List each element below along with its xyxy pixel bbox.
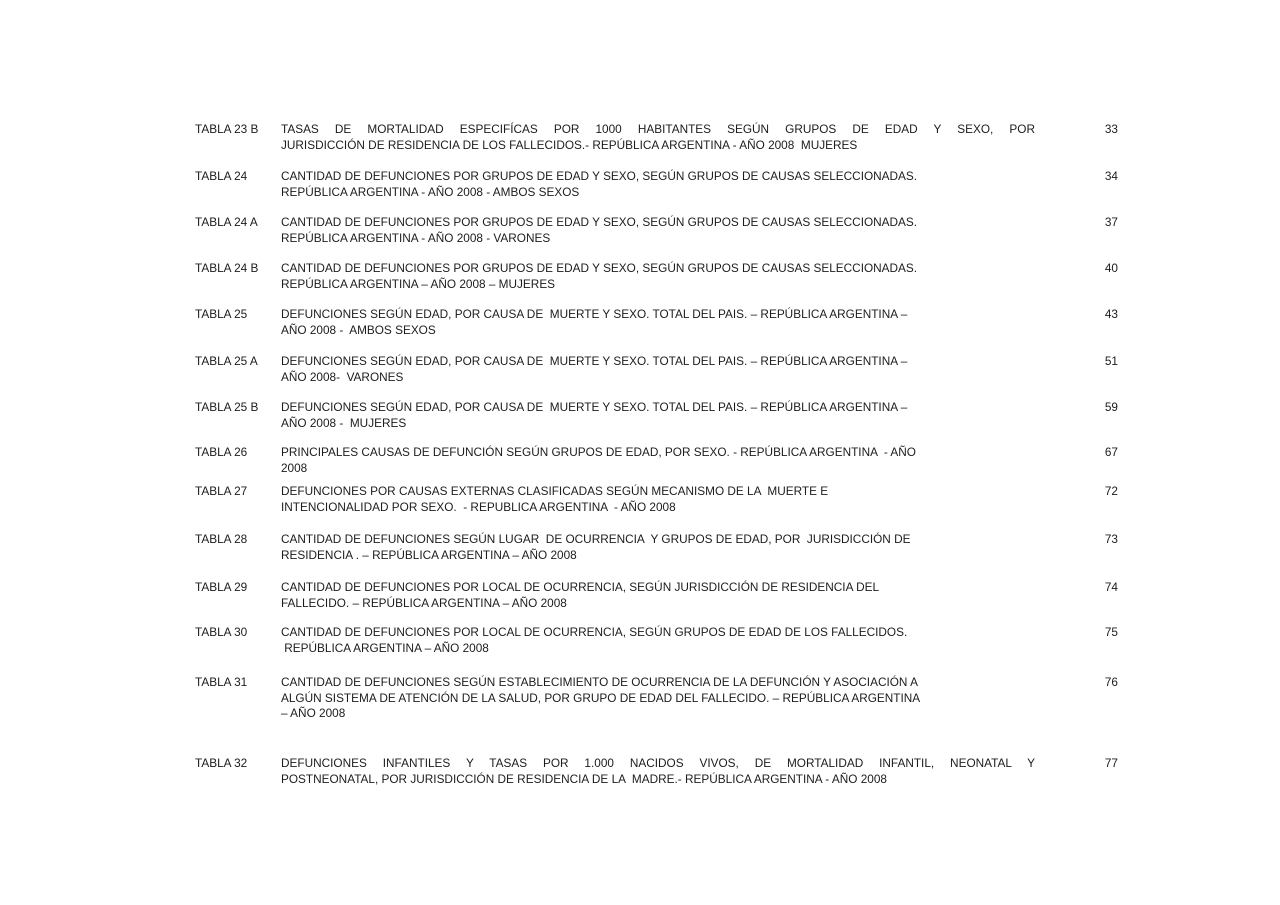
toc-entry-title (281, 122, 1035, 153)
toc-entry-page-number: 73 (1104, 532, 1118, 546)
toc-entry-line: REPÚBLICA ARGENTINA – AÑO 2008 (281, 640, 489, 655)
toc-entry-line: AÑO 2008- VARONES (281, 369, 404, 384)
toc-entry-label: TABLA 31 (195, 675, 248, 689)
toc-entry-page-number: 75 (1104, 625, 1118, 639)
toc-entry-line: – AÑO 2008 (281, 706, 346, 720)
toc-entry-line: REPÚBLICA ARGENTINA - AÑO 2008 - VARONES (281, 230, 551, 245)
toc-entry-line: DEFUNCIONES SEGÚN EDAD, POR CAUSA DE MUERTE Y SEXO. TOTAL DEL PAIS. – REPÚBLICA ARGENTINA – (281, 354, 908, 368)
toc-entry-label: TABLA 32 (195, 756, 248, 770)
toc-entry-label: TABLA 24 A (195, 215, 258, 229)
toc-entry-label: TABLA 24 B (195, 261, 259, 275)
toc-entry-title (281, 625, 1035, 656)
toc-entry-label: TABLA 26 (195, 445, 248, 459)
toc-entry-line: ALGÚN SISTEMA DE ATENCIÓN DE LA SALUD, POR GRUPO DE EDAD DEL FALLECIDO. – REPÚBLICA ARGENTINA (281, 690, 921, 705)
toc-entry-label: TABLA 25 A (195, 354, 258, 368)
toc-entry-title (281, 445, 1035, 476)
toc-entry-title (281, 532, 1035, 563)
toc-entry-title (281, 307, 1035, 338)
toc-entry-line: 2008 (281, 460, 308, 475)
toc-entry-line: CANTIDAD DE DEFUNCIONES POR GRUPOS DE EDAD Y SEXO, SEGÚN GRUPOS DE CAUSAS SELECCIONADAS. (281, 215, 918, 229)
toc-entry-line: DEFUNCIONES SEGÚN EDAD, POR CAUSA DE MUERTE Y SEXO. TOTAL DEL PAIS. – REPÚBLICA ARGENTINA – (281, 400, 908, 414)
toc-entry-title (281, 261, 1035, 292)
toc-entry-line: CANTIDAD DE DEFUNCIONES POR GRUPOS DE EDAD Y SEXO, SEGÚN GRUPOS DE CAUSAS SELECCIONADAS. (281, 169, 918, 183)
toc-entry-line: DEFUNCIONES INFANTILES Y TASAS POR 1.000 NACIDOS VIVOS, DE MORTALIDAD INFANTIL, NEONATAL Y (281, 756, 1035, 770)
toc-entry-line: DEFUNCIONES POR CAUSAS EXTERNAS CLASIFICADAS SEGÚN MECANISMO DE LA MUERTE E (281, 484, 829, 498)
toc-entry-page-number: 67 (1104, 445, 1118, 459)
toc-entry-page-number: 72 (1104, 484, 1118, 498)
toc-entry-label: TABLA 30 (195, 625, 248, 639)
toc-entry-label: TABLA 23 B (195, 122, 259, 136)
toc-entry-line: DEFUNCIONES SEGÚN EDAD, POR CAUSA DE MUERTE Y SEXO. TOTAL DEL PAIS. – REPÚBLICA ARGENTINA – (281, 307, 908, 321)
toc-entry-page-number: 40 (1104, 261, 1118, 275)
toc-entry-line: INTENCIONALIDAD POR SEXO. - REPUBLICA ARGENTINA - AÑO 2008 (281, 499, 676, 514)
toc-entry-title (281, 580, 1035, 611)
toc-entry-page-number: 33 (1104, 122, 1118, 136)
toc-entry-title (281, 169, 1035, 200)
toc-entry-line: CANTIDAD DE DEFUNCIONES POR LOCAL DE OCURRENCIA, SEGÚN GRUPOS DE EDAD DE LOS FALLECIDOS. (281, 625, 908, 639)
toc-entry-line: CANTIDAD DE DEFUNCIONES POR LOCAL DE OCURRENCIA, SEGÚN JURISDICCIÓN DE RESIDENCIA DEL (281, 580, 880, 594)
toc-entry-line: JURISDICCIÓN DE RESIDENCIA DE LOS FALLECIDOS.- REPÚBLICA ARGENTINA - AÑO 2008 MUJERES (281, 137, 858, 152)
toc-entry-line: AÑO 2008 - AMBOS SEXOS (281, 322, 436, 337)
toc-entry-label: TABLA 25 B (195, 400, 259, 414)
toc-entry-label: TABLA 28 (195, 532, 248, 546)
toc-entry-line: REPÚBLICA ARGENTINA – AÑO 2008 – MUJERES (281, 276, 556, 291)
toc-entry-title (281, 215, 1035, 246)
toc-entry-line: FALLECIDO. – REPÚBLICA ARGENTINA – AÑO 2008 (281, 595, 567, 610)
toc-entry-line: PRINCIPALES CAUSAS DE DEFUNCIÓN SEGÚN GRUPOS DE EDAD, POR SEXO. - REPÚBLICA ARGENTINA - AÑO (281, 445, 916, 459)
toc-entry-line: CANTIDAD DE DEFUNCIONES POR GRUPOS DE EDAD Y SEXO, SEGÚN GRUPOS DE CAUSAS SELECCIONADAS. (281, 261, 918, 275)
toc-entry-title (281, 400, 1035, 431)
toc-entry-title (281, 675, 1035, 722)
toc-entry-line: POSTNEONATAL, POR JURISDICCIÓN DE RESIDENCIA DE LA MADRE.- REPÚBLICA ARGENTINA - AÑO 2008 (281, 771, 887, 786)
toc-entry-page-number: 74 (1104, 580, 1118, 594)
toc-entry-line: RESIDENCIA . – REPÚBLICA ARGENTINA – AÑO 2008 (281, 547, 577, 562)
toc-entry-label: TABLA 27 (195, 484, 248, 498)
toc-entry-page-number: 43 (1104, 307, 1118, 321)
toc-entry-page-number: 37 (1104, 215, 1118, 229)
toc-entry-line: REPÚBLICA ARGENTINA - AÑO 2008 - AMBOS SEXOS (281, 184, 580, 199)
toc-entry-line: TASAS DE MORTALIDAD ESPECIFÍCAS POR 1000 HABITANTES SEGÚN GRUPOS DE EDAD Y SEXO, POR (281, 122, 1035, 136)
toc-entry-page-number: 34 (1104, 169, 1118, 183)
toc-entry-title (281, 354, 1035, 385)
toc-entry-page-number: 76 (1104, 675, 1118, 689)
toc-entry-label: TABLA 24 (195, 169, 248, 183)
toc-entry-title (281, 484, 1035, 515)
toc-entry-label: TABLA 29 (195, 580, 248, 594)
toc-entry-label: TABLA 25 (195, 307, 248, 321)
toc-entry-line: CANTIDAD DE DEFUNCIONES SEGÚN ESTABLECIMIENTO DE OCURRENCIA DE LA DEFUNCIÓN Y ASOCIACIÓN A (281, 675, 918, 689)
toc-entry-page-number: 77 (1104, 756, 1118, 770)
toc-entry-title (281, 756, 1035, 787)
toc-entry-page-number: 51 (1104, 354, 1118, 368)
toc-entry-line: AÑO 2008 - MUJERES (281, 415, 407, 430)
toc-entry-line: CANTIDAD DE DEFUNCIONES SEGÚN LUGAR DE OCURRENCIA Y GRUPOS DE EDAD, POR JURISDICCIÓN DE (281, 532, 911, 546)
toc-entry-page-number: 59 (1104, 400, 1118, 414)
